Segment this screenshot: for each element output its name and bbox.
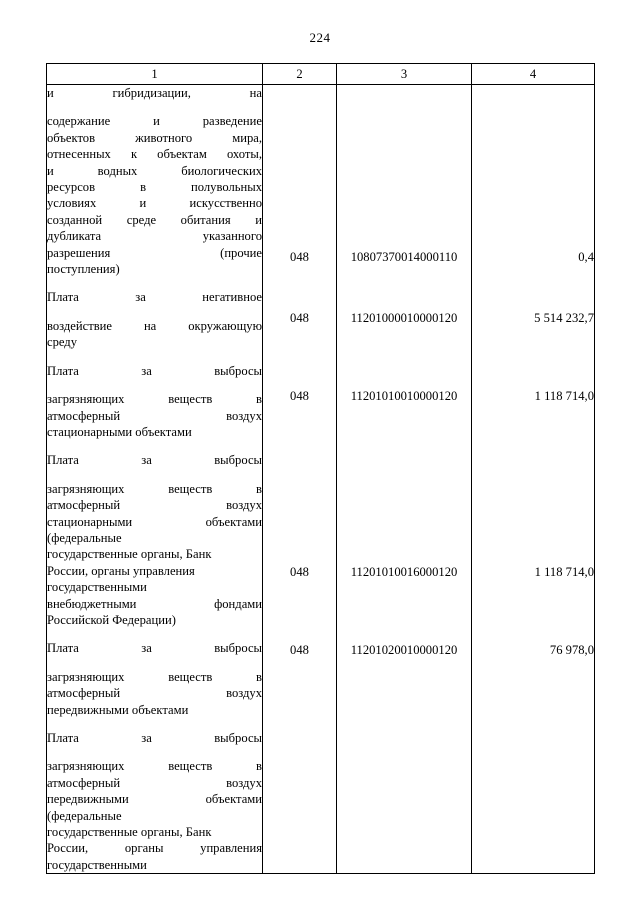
code-value: 048 [290,565,309,580]
column-header-4: 4 [472,64,595,85]
desc-line: Плата за негативное [47,290,262,305]
desc-line: государственные органы, Банк [47,547,212,562]
kbk-value: 11201000010000120 [350,311,458,326]
desc-line: загрязняющих веществ в [47,759,262,774]
kbk-spacer-2 [337,265,471,310]
desc-line: стационарными объектами [47,514,262,529]
desc-line: России, органы управления [47,841,262,856]
desc-line: объектов животного мира, [47,130,262,145]
code-value: 048 [290,311,309,326]
kbk-spacer-4 [337,404,471,564]
desc-line: отнесенных к объектам охоты, [47,147,262,162]
desc-line: Плата за выбросы [47,363,262,378]
desc-line: загрязняющих веществ в [47,669,262,684]
kbk-spacer-1 [337,85,471,249]
amount-value: 76 978,0 [549,642,594,657]
desc-line: передвижными объектами [47,792,262,807]
column-header-3: 3 [337,64,472,85]
desc-line: среду [47,335,78,350]
desc-line: атмосферный воздух [47,408,262,423]
kbk-spacer-5 [337,581,471,642]
desc-line: атмосферный воздух [47,686,262,701]
desc-line: государственными [47,857,147,872]
column-header-1: 1 [47,64,263,85]
desc-line: государственные органы, Банк [47,825,212,840]
code-spacer-4 [263,404,336,564]
cell-description-column [47,85,263,874]
desc-line: стационарными объектами [47,424,192,439]
code-spacer-1 [263,85,336,249]
desc-line: загрязняющих веществ в [47,392,262,407]
block-spacer [47,351,262,363]
desc-line: Плата за выбросы [47,453,262,468]
desc-line: Плата за выбросы [47,731,262,745]
desc-line: и гибридизации, на [47,86,262,100]
amount-spacer-5 [472,581,594,642]
kbk-value: 10807370014000110 [350,250,458,264]
page-number: 224 [309,30,331,45]
block-spacer [47,440,262,452]
desc-line: Плата за выбросы [47,641,262,656]
desc-line: загрязняющих веществ в [47,481,262,496]
desc-line: внебюджетными фондами [47,596,262,611]
desc-line: государственными [47,580,147,595]
desc-line: содержание и разведение [47,114,262,129]
budget-table-wrapper [46,63,594,874]
block-spacer [47,628,262,640]
desc-line: (федеральные [47,808,122,823]
desc-line: ресурсов в полувольных [47,180,262,195]
kbk-value: 11201010016000120 [350,565,458,580]
table-header-row [47,64,595,85]
desc-line: и водных биологических [47,163,262,178]
amount-spacer-1 [472,85,594,249]
desc-line: Российской Федерации) [47,612,176,627]
amount-value: 0,4 [578,250,594,264]
amount-value: 1 118 714,0 [534,565,594,580]
code-value: 048 [290,642,309,657]
cell-kbk-column [337,85,472,874]
desc-line: передвижными объектами [47,702,189,717]
cell-amount-column [472,85,595,874]
code-spacer-2 [263,265,336,310]
desc-line: разрешения (прочие [47,245,262,260]
desc-line: атмосферный воздух [47,498,262,513]
desc-line: созданной среде обитания и [47,212,262,227]
desc-line: поступления) [47,262,120,277]
amount-spacer-4 [472,404,594,564]
desc-line: условиях и искусственно [47,196,262,211]
cell-code-column [263,85,337,874]
desc-block-2 [47,289,262,350]
code-value: 048 [290,388,309,403]
code-spacer-5 [263,581,336,642]
budget-table [46,63,595,874]
desc-block-6 [47,730,262,873]
desc-line: России, органы управления [47,563,195,578]
desc-block-4 [47,452,262,628]
block-spacer [47,718,262,730]
code-value: 048 [290,250,309,264]
desc-line: дубликата указанного [47,229,262,244]
kbk-spacer-3 [337,327,471,388]
table-body-row [47,85,595,874]
column-header-2: 2 [263,64,337,85]
amount-spacer-2 [472,265,594,310]
code-spacer-3 [263,327,336,388]
desc-line: атмосферный воздух [47,775,262,790]
desc-block-5 [47,640,262,718]
amount-spacer-3 [472,327,594,388]
block-spacer [47,277,262,289]
kbk-value: 11201020010000120 [350,642,458,657]
kbk-value: 11201010010000120 [350,388,458,403]
desc-block-1 [47,85,262,277]
amount-value: 1 118 714,0 [534,388,594,403]
desc-block-3 [47,363,262,441]
amount-value: 5 514 232,7 [534,311,594,326]
desc-line: (федеральные [47,530,122,545]
desc-line: воздействие на окружающую [47,318,262,333]
